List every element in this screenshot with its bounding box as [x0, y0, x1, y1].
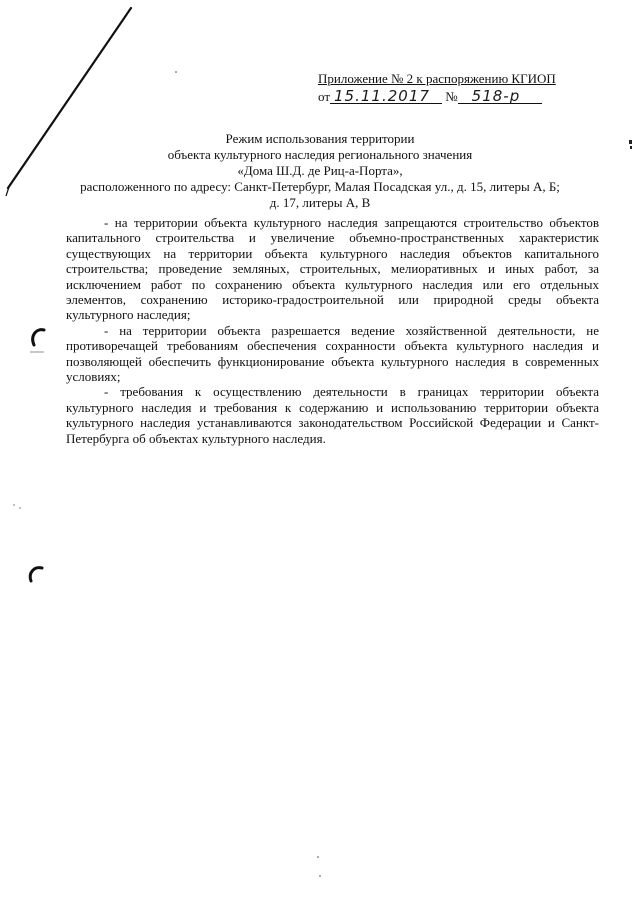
body-paragraph: - на территории объекта разрешается ведение хозяйственной деятельности, не противоречащей требованиям обеспечения сохранности объекта культурного наследия и позволяющей обеспечить функционирование объекта культурного наследия в современных условиях;	[66, 322, 599, 385]
dust-speck	[175, 71, 177, 73]
body-paragraph: - требования к осуществлению деятельности в границах территории объекта культурного наследия и требования к содержанию и использованию территории объекта культурного наследия устанавливаются законодательством Российской Федерации и Санкт-Петербурга об объектах культурного наследия.	[66, 384, 599, 446]
dust-speck	[317, 856, 319, 858]
number-prefix: №	[445, 89, 458, 104]
binder-hole-mark-bottom	[30, 568, 42, 581]
body-paragraph: - на территории объекта культурного наследия запрещаются строительство объектов капитального строительства и увеличение объемно-пространственных характеристик существующих на территории объекта культурного наследия объектов капитального строительства; проведение земляных, строительных, мелиоративных и иных работ, за исключением работ по сохранению объекта культурного наследия или его отдельных элементов, сохранению историко-градостроительной или природной среды объекта культурного наследия;	[66, 215, 599, 323]
appendix-reference: Приложение № 2 к распоряжению КГИОП	[318, 71, 556, 86]
edge-speck	[630, 146, 632, 149]
diagonal-pen-stroke-tail	[6, 184, 10, 196]
order-date: 15.11.2017	[330, 89, 442, 104]
document-title	[60, 131, 580, 211]
title-line: объекта культурного наследия регионального значения	[167, 147, 473, 162]
binder-hole-mark-top	[33, 330, 44, 345]
dust-speck	[319, 875, 321, 877]
appendix-header	[318, 70, 618, 105]
title-line: расположенного по адресу: Санкт-Петербург, Малая Посадская ул., д. 15, литеры А, Б;	[80, 179, 560, 194]
dust-speck	[19, 507, 20, 508]
title-line: «Дома Ш.Д. де Риц-а-Порта»,	[237, 163, 403, 178]
order-date-number-line	[318, 88, 618, 105]
dust-speck	[13, 504, 14, 505]
edge-speck	[629, 140, 632, 144]
title-line: Режим использования территории	[225, 131, 415, 146]
date-prefix: от	[318, 89, 331, 104]
document-body	[66, 215, 599, 446]
order-number: 518-р	[458, 89, 542, 104]
title-line: д. 17, литеры А, В	[269, 195, 371, 210]
